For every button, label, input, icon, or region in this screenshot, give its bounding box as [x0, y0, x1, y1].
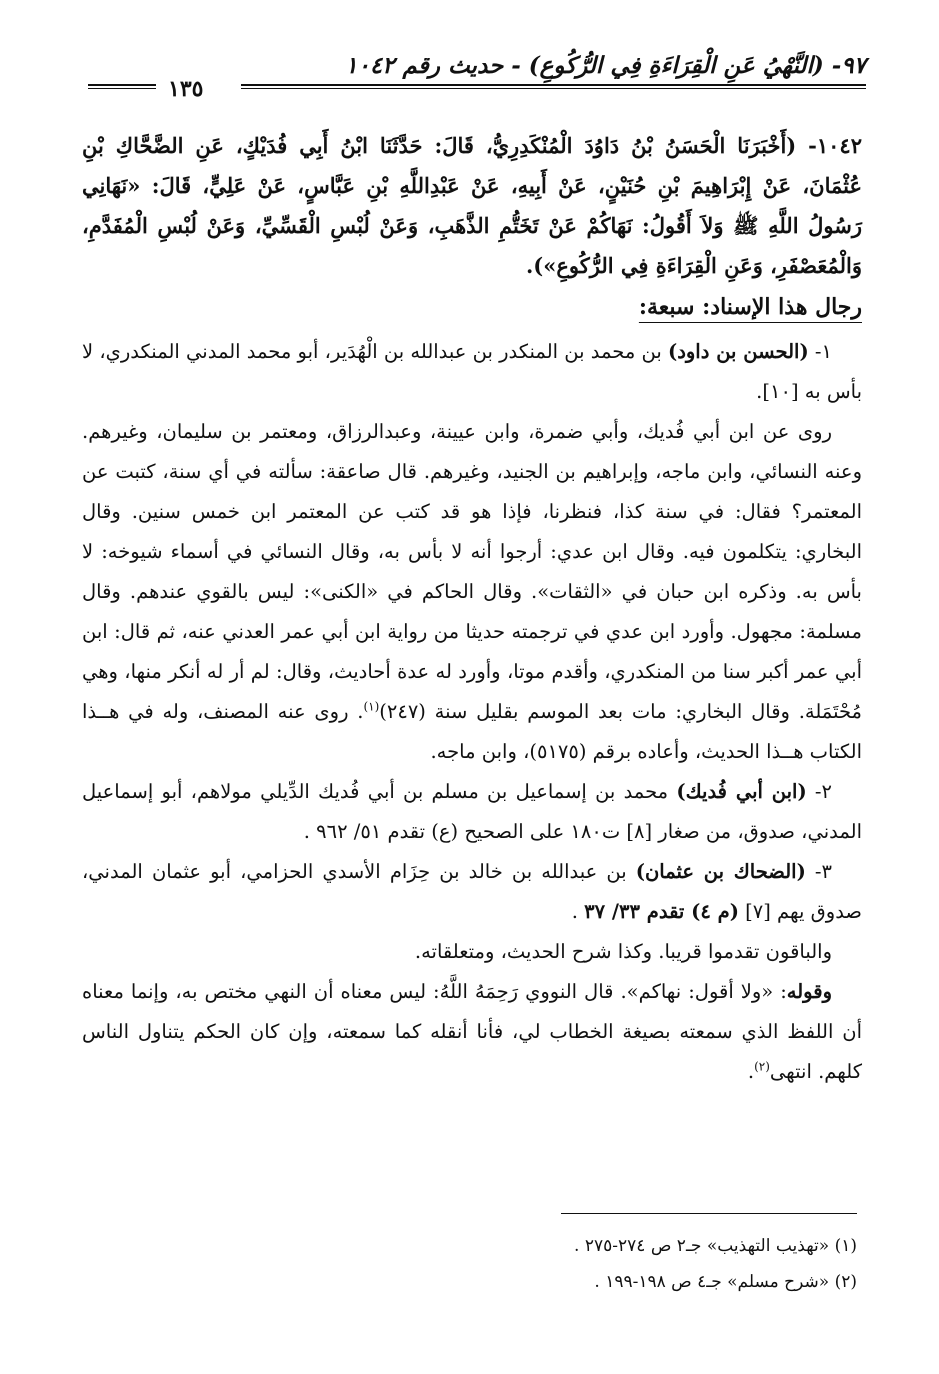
- narrator-description: بن عبدالله بن خالد بن حِزَام الأسدي الحزامي، أبو عثمان المدني، صدوق يهم [٧]: [82, 860, 862, 923]
- narrator-1: [82, 332, 862, 412]
- footnote-divider: [561, 1213, 857, 1214]
- details-text-tail: . روى عنه المصنف، وله في هــذا الكتاب هــذا الحديث، وأعاده برقم (٥١٧٥)، وابن ماجه.: [82, 700, 862, 763]
- narrator-number: ١-: [808, 340, 832, 363]
- narrator-number: ٢-: [806, 780, 832, 803]
- narrator-name: (الحسن بن داود): [667, 340, 809, 363]
- footnote-ref-1[interactable]: (١): [363, 699, 380, 714]
- hadith-text: ١٠٤٢- (أَخْبَرَنَا الْحَسَنُ بْنُ دَاوُدَ الْمُنْكَدِرِيُّ، قَالَ: حَدَّثَنَا ابْنُ أَبِي فُدَيْكٍ، عَنِ الضَّحَّاكِ بْنِ عُثْمَانَ، عَنْ إِبْرَاهِيمَ بْنِ حُنَيْنٍ، عَنْ أَبِيهِ، عَنْ عَبْدِاللَّهِ بْنِ عَبَّاسٍ، عَنْ عَلِيٍّ، قَالَ: «نَهَانِي رَسُولُ اللَّهِ ﷺ وَلاَ أَقُولُ: نَهَاكُمْ عَنْ تَخَتُّمِ الذَّهَبِ، وَعَنْ لُبْسِ الْقَسِّيِّ، وَعَنْ لُبْسِ الْمُفَدَّمِ، وَالْمُعَصْفَرِ، وَعَنِ الْقِرَاءَةِ فِي الرُّكُوعِ»).: [82, 133, 862, 278]
- commentary-label: وقوله: [786, 980, 832, 1003]
- footnote-1: (١) «تهذيب التهذيب» جـ٢ ص ٢٧٤-٢٧٥ .: [574, 1236, 857, 1256]
- narrator-2: [82, 772, 862, 852]
- narrator-name: (ابن أبي فُديك): [676, 780, 807, 803]
- header-rule: [241, 84, 866, 89]
- page-header: [88, 52, 866, 100]
- page-number: ١٣٥: [168, 76, 204, 102]
- commentary: [82, 972, 862, 1092]
- main-text: [82, 126, 862, 1092]
- header-left-rule: [88, 84, 156, 89]
- narrator-description: محمد بن إسماعيل بن مسلم بن أبي فُديك الدِّيلي مولاهم، أبو إسماعيل المدني، صدوق، من صغار [٨] ت١٨٠ على الصحيح (ع) تقدم ٥١/ ٩٦٢ .: [82, 780, 862, 843]
- narrator-number: ٣-: [805, 860, 832, 883]
- details-text: روى عن ابن أبي فُديك، وأبي ضمرة، وابن عيينة، وعبدالرزاق، ومعتمر بن سليمان، وغيرهم. وعنه النسائي، وابن ماجه، وإبراهيم بن الجنيد، وغيرهم. قال صاعقة: سألته في أي سنة، كتبت عن المعتمر؟ فقال: في سنة كذا، فنظرنا، فإذا هو قد كتب عن المعتمر ابن خمس سنين. وقال البخاري: يتكلمون فيه. وقال ابن عدي: أرجوا أنه لا بأس به، وقال النسائي في أسماء شيوخه: لا بأس به. وذكره ابن حبان في «الثقات». وقال الحاكم في «الكنى»: ليس بالقوي عندهم. وقال مسلمة: مجهول. وأورد ابن عدي في ترجمته حديثا من رواية ابن أبي عمر العدني عنه، ثم قال: ابن أبي عمر أكبر سنا من المنكدري، وأقدم موتا، وأورد له عدة أحاديث، وقال: لم أر له أنكر منها، وهي مُحْتَمَلة. وقال البخاري: مات بعد الموسم بقليل سنة (٢٤٧): [82, 420, 862, 723]
- footnote-2: (٢) «شرح مسلم» جـ٤ ص ١٩٨-١٩٩ .: [594, 1272, 857, 1292]
- narrator-3: [82, 852, 862, 932]
- commentary-text: : «ولا أقول: نهاكم». قال النووي رَحِمَهُ اللَّهُ: ليس معناه أن النهي مختص به، وإنما معناه أن اللفظ الذي سمعته بصيغة الخطاب لي، فأنا أنقله كما سمعته، وإن كان الحكم يتناول الناس كلهم. انتهى: [82, 980, 862, 1083]
- narrator-description: بن محمد بن المنكدر بن عبدالله بن الْهُدَير، أبو محمد المدني المنكدري، لا بأس به [١٠].: [82, 340, 862, 403]
- remaining-narrators: والباقون تقدموا قريبا. وكذا شرح الحديث، ومتعلقاته.: [414, 940, 832, 963]
- footnotes: [157, 1228, 857, 1300]
- footnote-ref-2[interactable]: (٢): [754, 1059, 770, 1074]
- narrator-1-details: [82, 412, 862, 772]
- commentary-tail: .: [747, 1060, 755, 1083]
- narrator-name: (الضحاك بن عثمان): [635, 860, 806, 883]
- narrator-reference: (م ٤) تقدم ٣٣/ ٣٧: [584, 900, 739, 923]
- section-heading: رجال هذا الإسناد: سبعة:: [638, 294, 862, 320]
- chapter-title: ٩٧- (النَّهْيُ عَنِ الْقِرَاءَةِ فِي الرُّكُوعِ) - حديث رقم ١٠٤٢: [345, 52, 866, 79]
- narrator-tail: .: [571, 900, 585, 923]
